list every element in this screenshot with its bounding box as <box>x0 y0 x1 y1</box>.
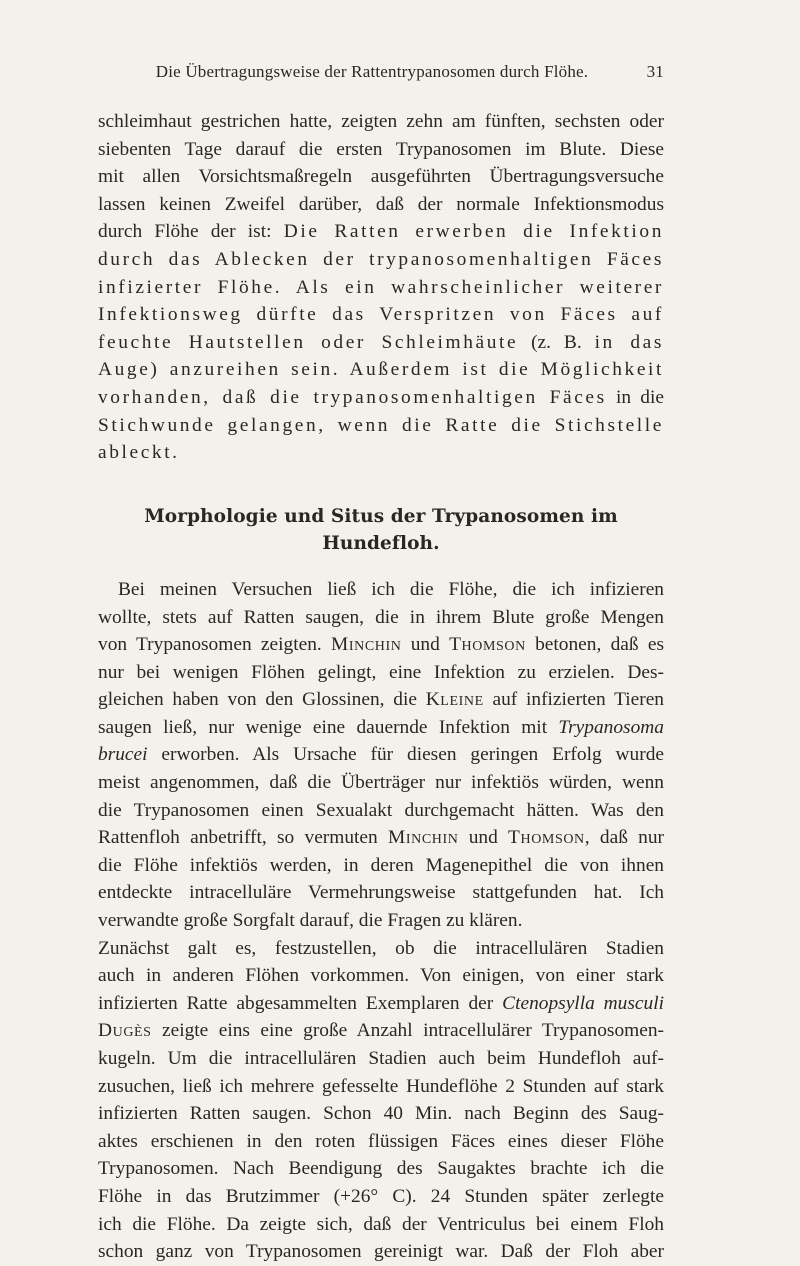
text-line <box>98 686 664 714</box>
text-line: entdeckte intracelluläre Vermehrungsweise stattgefunden hat. Ich <box>98 882 664 904</box>
emphasized-line: infizierter Flöhe. Als ein wahrscheinlicher weiterer <box>98 276 664 298</box>
text-run: und <box>458 827 509 849</box>
text-line <box>98 714 664 742</box>
text-run: auf infizierten Tieren <box>483 689 664 711</box>
text-line <box>98 384 664 412</box>
paragraph <box>98 576 664 1266</box>
text-line: meist angenommen, daß die Überträger nur infektiös würden, wenn <box>98 772 664 794</box>
emphasized-text: feuchte Hautstellen oder Schleimhäute <box>98 331 519 353</box>
text-line: siebenten Tage darauf die ersten Trypanosomen im Blute. Diese <box>98 138 664 160</box>
text-line: verwandte große Sorgfalt darauf, die Fragen zu klären. <box>98 910 523 932</box>
text-line <box>98 990 664 1018</box>
species-name: brucei <box>98 744 148 766</box>
text-line: schon ganz von Trypanosomen gereinigt war. Daß der Floh aber <box>98 1241 664 1263</box>
author-name: Thomson <box>508 827 585 849</box>
text-line: aktes erschienen in den roten flüssigen Fäces eines dieser Flöhe <box>98 1130 664 1152</box>
emphasized-text: in das <box>594 331 664 353</box>
text-line: wollte, stets auf Ratten saugen, die in ihrem Blute große Mengen <box>98 606 664 628</box>
text-run: saugen ließ, nur wenige eine dauernde Infektion mit <box>98 716 559 738</box>
text-line: Zunächst galt es, festzustellen, ob die intracellulären Stadien <box>98 937 664 959</box>
author-name: Minchin <box>331 634 402 656</box>
text-run: und <box>401 634 450 656</box>
text-line <box>98 631 664 659</box>
running-head <box>100 62 664 88</box>
text-run: (z. B. <box>518 331 595 353</box>
author-name: Minchin <box>388 827 459 849</box>
text-line: Bei meinen Versuchen ließ ich die Flöhe, die ich infizieren <box>118 578 664 600</box>
author-name: Kleine <box>425 689 484 711</box>
emphasized-text: vorhanden, daß die trypanosomenhaltigen Fäces <box>98 386 607 408</box>
paragraph-continued <box>98 108 664 467</box>
text-line: auch in anderen Flöhen vorkommen. Von einigen, von einer stark <box>98 965 664 987</box>
text-run: durch Flöhe der ist: <box>98 221 284 243</box>
text-line: die Flöhe infektiös werden, in deren Magenepithel die von ihnen <box>98 854 664 876</box>
text-line: mit allen Vorsichtsmaßregeln ausgeführten Übertragungsversuche <box>98 166 664 188</box>
species-name: Trypanosoma <box>558 716 664 738</box>
text-line: zusuchen, ließ ich mehrere gefesselte Hundeflöhe 2 Stunden auf stark <box>98 1075 664 1097</box>
text-line: schleimhaut gestrichen hatte, zeigten zehn am fünften, sechsten oder <box>98 111 664 132</box>
author-name: Dugès <box>98 1020 152 1042</box>
text-line <box>98 741 664 769</box>
emphasized-text: Die Ratten erwerben die Infektion <box>283 221 664 243</box>
text-run: von Trypanosomen zeigten. <box>98 634 332 656</box>
text-run: infizierten Ratte abgesammelten Exemplaren der <box>98 992 503 1014</box>
body-text <box>98 108 664 1266</box>
species-name: Ctenopsylla musculi <box>502 992 664 1014</box>
text-line: nur bei wenigen Flöhen gelingt, eine Infektion zu erzielen. Des- <box>98 661 664 683</box>
text-run: zeigte eins eine große Anzahl intracellulärer Trypanosomen- <box>151 1020 664 1042</box>
page-number: 31 <box>646 62 664 81</box>
text-line <box>98 218 664 246</box>
emphasized-text: anzureihen sein. Außerdem ist die Möglichkeit <box>159 359 664 381</box>
emphasized-line: Infektionsweg dürfte das Verspritzen von Fäces auf <box>98 304 664 326</box>
text-line: Trypanosomen. Nach Beendigung des Saugaktes brachte ich die <box>98 1158 664 1180</box>
text-line <box>98 824 664 852</box>
text-run: erworben. Als Ursache für diesen geringen Erfolg wurde <box>147 744 664 766</box>
text-line: Flöhe in das Brutzimmer (+26° C). 24 Stunden später zerlegte <box>98 1185 664 1207</box>
text-run: betonen, daß es <box>525 634 664 656</box>
running-head-title: Die Übertragungsweise der Rattentrypanosomen durch Flöhe. <box>155 62 589 81</box>
emphasized-line <box>98 356 664 384</box>
text-run: , daß nur <box>584 827 664 849</box>
author-name: Thomson <box>449 634 526 656</box>
text-line: lassen keinen Zweifel darüber, daß der normale Infektionsmodus <box>98 193 664 215</box>
emphasized-line: Stichwunde gelangen, wenn die Ratte die Stichstelle <box>98 414 664 436</box>
text-line <box>98 329 664 357</box>
section-heading: Morphologie und Situs der Trypanosomen im Hundefloh. <box>144 505 618 555</box>
emphasized-line: ableckt. <box>98 442 180 464</box>
text-line: ich die Flöhe. Da zeigte sich, daß der Ventriculus bei einem Floh <box>98 1213 664 1235</box>
text-line: infizierten Ratten saugen. Schon 40 Min. nach Beginn des Saug- <box>98 1103 664 1125</box>
text-run: gleichen haben von den Glossinen, die <box>98 689 426 711</box>
text-line: kugeln. Um die intracellulären Stadien auch beim Hundefloh auf- <box>98 1048 664 1069</box>
text-line: die Trypanosomen einen Sexualakt durchgemacht hätten. Was den <box>98 799 664 821</box>
emphasized-line: durch das Ablecken der trypanosomenhaltigen Fäces <box>98 248 664 270</box>
text-run: in die <box>606 386 664 408</box>
text-line <box>98 1017 664 1045</box>
emphasized-text: Auge) <box>98 359 160 381</box>
text-run: Rattenfloh anbetrifft, so vermuten <box>98 827 388 849</box>
